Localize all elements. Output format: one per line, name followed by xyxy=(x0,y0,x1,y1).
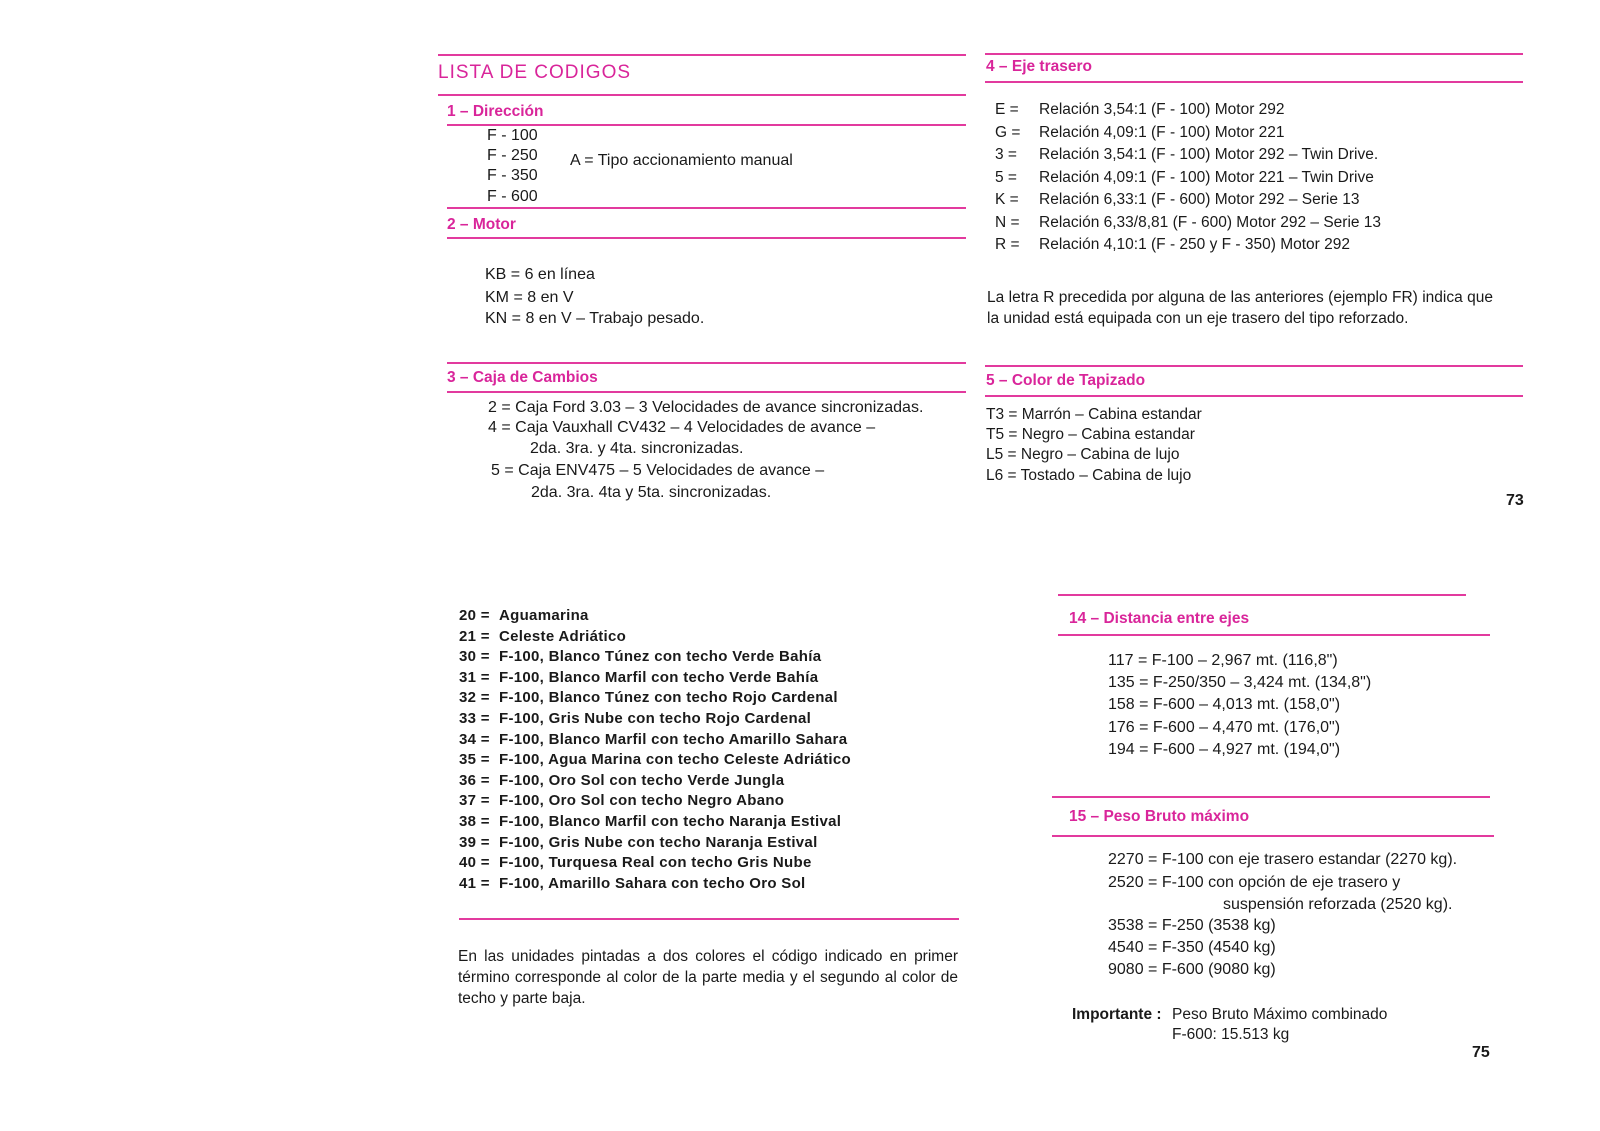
direction-code: A = Tipo accionamiento manual xyxy=(570,152,793,169)
section-heading-motor: 2 – Motor xyxy=(447,216,516,233)
divider xyxy=(447,362,966,364)
divider xyxy=(1052,796,1490,798)
paint-color-item: 34 = F-100, Blanco Marfil con techo Amarillo Sahara xyxy=(459,730,848,748)
axle-item: 3 = Relación 3,54:1 (F - 100) Motor 292 – Twin Drive. xyxy=(995,146,1379,163)
motor-item: KB = 6 en línea xyxy=(485,266,595,283)
upholstery-item: T3 = Marrón – Cabina estandar xyxy=(986,406,1202,423)
wheelbase-item: 117 = F-100 – 2,967 mt. (116,8") xyxy=(1108,652,1338,669)
axle-item: E = Relación 3,54:1 (F - 100) Motor 292 xyxy=(995,101,1285,118)
divider xyxy=(1052,835,1494,837)
paint-color-item: 40 = F-100, Turquesa Real con techo Gris Nube xyxy=(459,854,812,872)
weight-item: suspensión reforzada (2520 kg). xyxy=(1223,896,1453,913)
model-item: F - 100 xyxy=(487,127,538,144)
wheelbase-item: 158 = F-600 – 4,013 mt. (158,0") xyxy=(1108,696,1341,713)
paint-color-item: 36 = F-100, Oro Sol con techo Verde Jungla xyxy=(459,771,785,789)
motor-item: KM = 8 en V xyxy=(485,289,574,306)
two-tone-note: En las unidades pintadas a dos colores el código indicado en primer término corresponde al color de la parte media y el segundo al color de techo y parte baja. xyxy=(458,948,958,1007)
paint-color-item: 30 = F-100, Blanco Túnez con techo Verde Bahía xyxy=(459,648,822,666)
paint-color-item: 35 = F-100, Agua Marina con techo Celeste Adriático xyxy=(459,751,851,769)
divider xyxy=(459,918,959,920)
gearbox-item: 2 = Caja Ford 3.03 – 3 Velocidades de avance sincronizadas. xyxy=(488,399,924,416)
section-heading-peso: 15 – Peso Bruto máximo xyxy=(1069,808,1250,825)
model-item: F - 350 xyxy=(487,167,538,184)
section-heading-direccion: 1 – Dirección xyxy=(447,103,544,120)
weight-item: 4540 = F-350 (4540 kg) xyxy=(1108,939,1276,956)
axle-item: N = Relación 6,33/8,81 (F - 600) Motor 292 – Serie 13 xyxy=(995,213,1382,231)
divider xyxy=(438,94,966,96)
paint-color-item: 31 = F-100, Blanco Marfil con techo Verde Bahía xyxy=(459,668,819,686)
divider xyxy=(1058,594,1466,596)
page-number: 75 xyxy=(1472,1044,1490,1061)
weight-item: 3538 = F-250 (3538 kg) xyxy=(1108,917,1276,934)
axle-item: G = Relación 4,09:1 (F - 100) Motor 221 xyxy=(995,123,1285,141)
gearbox-item: 5 = Caja ENV475 – 5 Velocidades de avance – xyxy=(491,462,825,479)
axle-item: R = Relación 4,10:1 (F - 250 y F - 350) Motor 292 xyxy=(995,236,1351,253)
paint-color-item: 41 = F-100, Amarillo Sahara con techo Oro Sol xyxy=(459,874,806,892)
paint-color-item: 37 = F-100, Oro Sol con techo Negro Abano xyxy=(459,792,785,810)
gearbox-item: 2da. 3ra. y 4ta. sincronizadas. xyxy=(530,440,744,457)
paint-color-item: 33 = F-100, Gris Nube con techo Rojo Cardenal xyxy=(459,709,812,727)
paint-color-item: 38 = F-100, Blanco Marfil con techo Naranja Estival xyxy=(459,812,842,830)
important-text: Peso Bruto Máximo combinado xyxy=(1172,1006,1388,1023)
section-heading-distancia: 14 – Distancia entre ejes xyxy=(1069,610,1250,627)
paint-color-list xyxy=(459,606,851,894)
divider xyxy=(1058,634,1490,636)
upholstery-item: L6 = Tostado – Cabina de lujo xyxy=(986,467,1192,484)
paint-color-item: 39 = F-100, Gris Nube con techo Naranja Estival xyxy=(459,833,818,851)
section-heading-eje: 4 – Eje trasero xyxy=(986,58,1092,75)
gearbox-item: 2da. 3ra. 4ta y 5ta. sincronizadas. xyxy=(531,484,772,501)
section-heading-tapizado: 5 – Color de Tapizado xyxy=(986,372,1146,389)
axle-list xyxy=(995,99,1381,257)
divider xyxy=(438,54,966,56)
paint-color-item: 20 = Aguamarina xyxy=(459,607,589,624)
upholstery-item: T5 = Negro – Cabina estandar xyxy=(986,426,1195,443)
paint-color-item: 21 = Celeste Adriático xyxy=(459,627,627,645)
important-label: Importante : xyxy=(1072,1006,1162,1023)
wheelbase-item: 135 = F-250/350 – 3,424 mt. (134,8") xyxy=(1108,674,1372,691)
motor-item: KN = 8 en V – Trabajo pesado. xyxy=(485,310,705,327)
page-title: LISTA DE CODIGOS xyxy=(438,62,632,83)
divider xyxy=(985,53,1523,55)
upholstery-item: L5 = Negro – Cabina de lujo xyxy=(986,446,1180,463)
weight-item: 2520 = F-100 con opción de eje trasero y xyxy=(1108,874,1401,891)
important-value: F-600: 15.513 kg xyxy=(1172,1026,1290,1043)
axle-note: La letra R precedida por alguna de las anteriores (ejemplo FR) indica que la unidad está equipada con un eje trasero del tipo reforzado. xyxy=(987,289,1493,327)
divider xyxy=(985,81,1523,83)
divider xyxy=(447,207,966,209)
weight-item: 9080 = F-600 (9080 kg) xyxy=(1108,961,1276,978)
axle-item: 5 = Relación 4,09:1 (F - 100) Motor 221 – Twin Drive xyxy=(995,168,1374,186)
model-item: F - 600 xyxy=(487,188,538,205)
divider xyxy=(985,395,1523,397)
axle-item: K = Relación 6,33:1 (F - 600) Motor 292 – Serie 13 xyxy=(995,191,1360,208)
divider xyxy=(447,391,966,393)
paint-color-item: 32 = F-100, Blanco Túnez con techo Rojo Cardenal xyxy=(459,689,838,707)
divider xyxy=(985,365,1523,367)
page-number: 73 xyxy=(1506,492,1524,509)
section-heading-caja: 3 – Caja de Cambios xyxy=(447,369,598,386)
weight-item: 2270 = F-100 con eje trasero estandar (2270 kg). xyxy=(1108,851,1458,868)
divider xyxy=(447,237,966,239)
model-item: F - 250 xyxy=(487,147,538,164)
wheelbase-item: 176 = F-600 – 4,470 mt. (176,0") xyxy=(1108,719,1341,736)
gearbox-item: 4 = Caja Vauxhall CV432 – 4 Velocidades de avance – xyxy=(488,419,876,436)
wheelbase-item: 194 = F-600 – 4,927 mt. (194,0") xyxy=(1108,741,1341,758)
